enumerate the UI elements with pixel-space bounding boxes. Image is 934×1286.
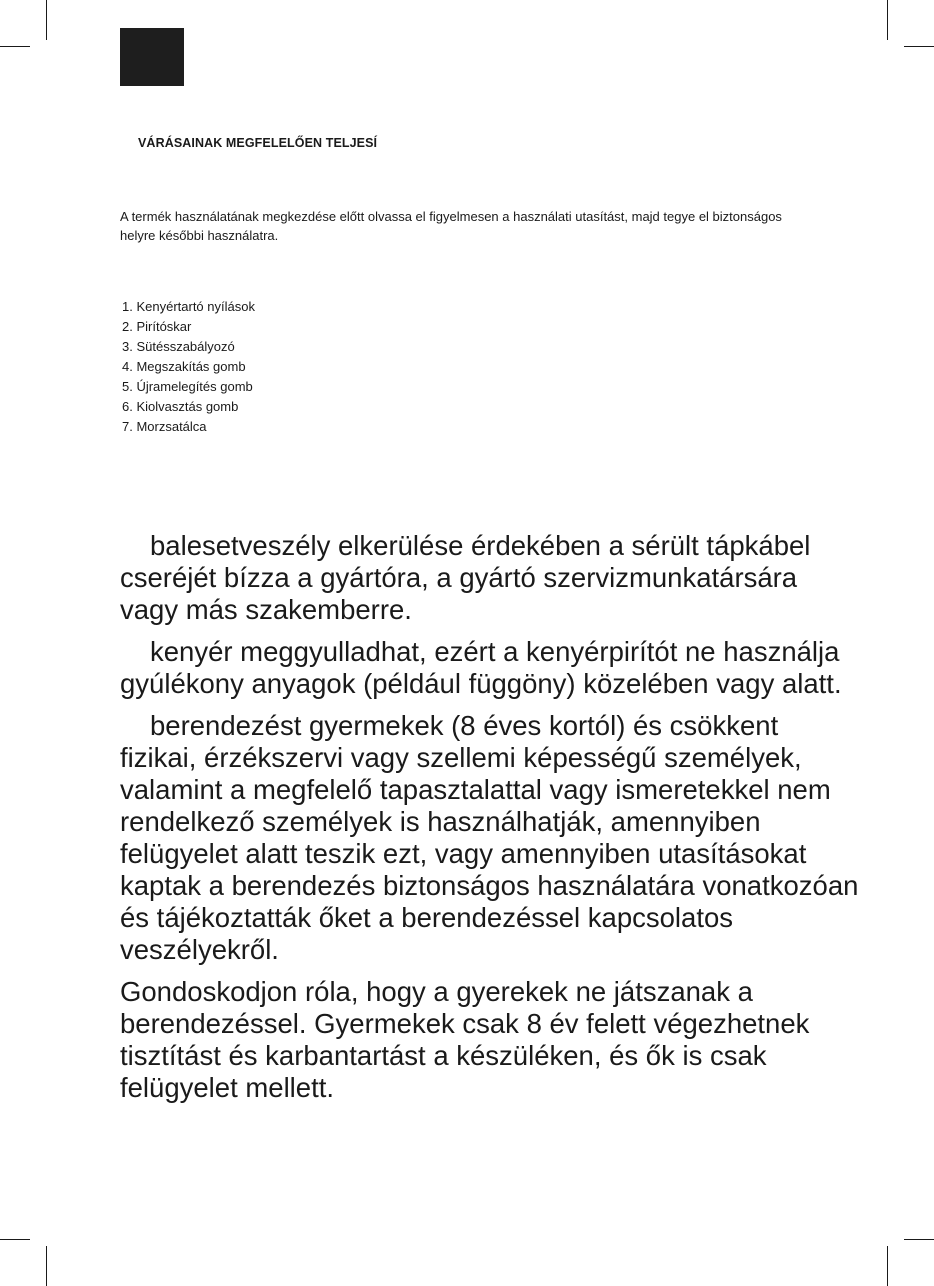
crop-mark-top-right-horizontal — [904, 46, 934, 47]
parts-list-item: 6. Kiolvasztás gomb — [122, 399, 239, 414]
warning-paragraph-children: Gondoskodjon róla, hogy a gyerekek ne játszanak a berendezéssel. Gyermekek csak 8 év felett végezhetnek tisztítást és karbantartást a készüléken, és ők is csak felügyelet mellett. — [120, 976, 810, 1103]
section-tab-marker — [120, 28, 184, 86]
section-heading: VÁRÁSAINAK MEGFELELŐEN TELJESÍ — [138, 136, 378, 150]
crop-mark-bottom-left-horizontal — [0, 1239, 30, 1240]
safety-warnings — [120, 530, 860, 1114]
parts-list-item: 7. Morzsatálca — [122, 419, 207, 434]
crop-mark-bottom-right-horizontal — [904, 1239, 934, 1240]
parts-list-item: 3. Sütésszabályozó — [122, 339, 235, 354]
warning-paragraph-power-cord: balesetveszély elkerülése érdekében a sérült tápkábel cseréjét bízza a gyártóra, a gyártó szervizmunkatársára vagy más szakemberre. — [120, 530, 811, 625]
crop-mark-top-right-vertical — [887, 0, 888, 40]
parts-list-item: 1. Kenyértartó nyílások — [122, 299, 255, 314]
warning-paragraph-fire-hazard: kenyér meggyulladhat, ezért a kenyérpirítót ne használja gyúlékony anyagok (például függöny) közelében vagy alatt. — [120, 636, 842, 699]
crop-mark-bottom-left-vertical — [46, 1246, 47, 1286]
parts-list — [122, 297, 255, 437]
parts-list-item: 4. Megszakítás gomb — [122, 359, 246, 374]
parts-list-item: 5. Újramelegítés gomb — [122, 379, 253, 394]
crop-mark-bottom-right-vertical — [887, 1246, 888, 1286]
warning-paragraph-supervision: berendezést gyermekek (8 éves kortól) és csökkent fizikai, érzékszervi vagy szellemi képességű személyek, valamint a megfelelő tapasztalattal vagy ismeretekkel nem rendelkező személyek is használhatják, amennyiben felügyelet alatt teszik ezt, vagy amennyiben utasításokat kaptak a berendezés biztonságos használatára vonatkozóan és tájékoztatták őket a berendezéssel kapcsolatos veszélyekről. — [120, 710, 859, 965]
parts-list-item: 2. Pirítóskar — [122, 319, 192, 334]
crop-mark-top-left-horizontal — [0, 46, 30, 47]
crop-mark-top-left-vertical — [46, 0, 47, 40]
intro-paragraph: A termék használatának megkezdése előtt olvassa el figyelmesen a használati utasítást, majd tegye el biztonságos helyre későbbi használatra. — [120, 209, 782, 243]
